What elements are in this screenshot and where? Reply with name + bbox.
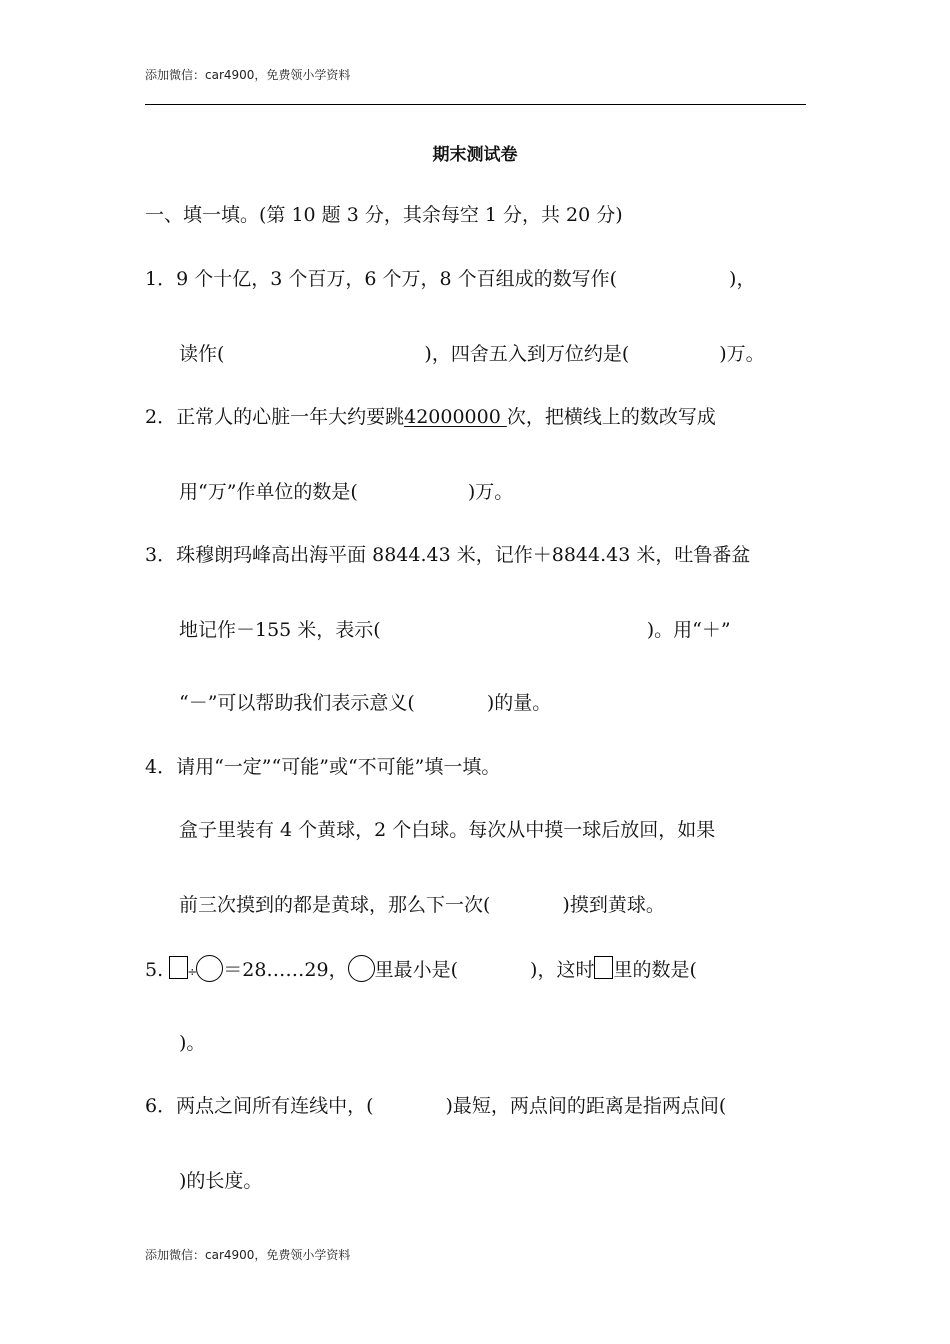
question-5-line-2 (179, 1030, 205, 1056)
underlined-number: 42000000 (404, 406, 507, 428)
question-text: )。用“＋” (646, 619, 731, 641)
question-text: )的长度。 (179, 1170, 263, 1192)
question-4-line-2 (179, 817, 715, 843)
question-text: 珠穆朗玛峰高出海平面 8844.43 米，记作＋8844.43 米，吐鲁番盆 (176, 544, 751, 566)
question-4-line-3 (179, 892, 665, 918)
question-4-line-1 (145, 754, 500, 780)
divide-sign: ÷ (187, 965, 198, 979)
question-text: ＝28……29， (223, 959, 348, 981)
question-text: )的量。 (486, 692, 552, 714)
question-number: 1． (145, 268, 177, 290)
question-text: 里的数是( (613, 959, 697, 981)
question-2-line-1 (145, 404, 716, 430)
question-text: )摸到黄球。 (562, 894, 665, 916)
question-text: )最短，两点间的距离是指两点间( (445, 1095, 727, 1117)
question-text: 请用“一定”“可能”或“不可能”填一填。 (176, 756, 501, 778)
question-number: 2． (145, 406, 177, 428)
question-5-line-1 (145, 955, 697, 985)
question-text: 两点之间所有连线中，( (176, 1095, 374, 1117)
question-text: 地记作－155 米，表示( (179, 619, 381, 641)
section-heading: 一、填一填。(第 10 题 3 分，其余每空 1 分，共 20 分) (145, 204, 623, 226)
question-text: )。 (179, 1032, 206, 1054)
question-text: 9 个十亿，3 个百万，6 个万，8 个百组成的数写作( (176, 268, 618, 290)
question-text: 次，把横线上的数改写成 (506, 406, 716, 428)
circle-icon (196, 955, 223, 982)
question-6-line-2 (179, 1168, 262, 1194)
header-rule (145, 104, 806, 105)
question-text: “－”可以帮助我们表示意义( (179, 692, 415, 714)
question-1-line-2 (179, 341, 765, 367)
question-6-line-1 (145, 1093, 726, 1119)
page-header: 添加微信：car4900，免费领小学资料 (145, 68, 351, 82)
question-text: 里最小是( (374, 959, 459, 981)
page-footer: 添加微信：car4900，免费领小学资料 (145, 1248, 351, 1262)
question-text: 前三次摸到的都是黄球，那么下一次( (179, 894, 491, 916)
question-text: 正常人的心脏一年大约要跳 (176, 406, 405, 428)
question-text: )，这时 (530, 959, 595, 981)
square-box-icon (594, 956, 613, 979)
question-3-line-2 (179, 617, 731, 643)
question-text: 用“万”作单位的数是( (179, 481, 358, 503)
question-number: 5. (145, 959, 164, 981)
question-text: )万。 (467, 481, 514, 503)
question-text: 盒子里装有 4 个黄球，2 个白球。每次从中摸一球后放回，如果 (179, 819, 716, 841)
square-box-icon (169, 956, 188, 979)
question-1-line-1 (145, 266, 755, 292)
question-number: 6． (145, 1095, 177, 1117)
question-2-line-2 (179, 479, 513, 505)
question-text: )万。 (719, 343, 765, 365)
question-number: 3． (145, 544, 177, 566)
question-text: 读作( (179, 343, 225, 365)
page-title: 期末测试卷 (432, 145, 518, 165)
question-number: 4． (145, 756, 177, 778)
circle-icon (348, 955, 375, 982)
question-3-line-1 (145, 542, 750, 568)
question-text: )，四舍五入到万位约是( (424, 343, 630, 365)
question-3-line-3 (179, 690, 551, 716)
question-text: )， (729, 268, 756, 290)
